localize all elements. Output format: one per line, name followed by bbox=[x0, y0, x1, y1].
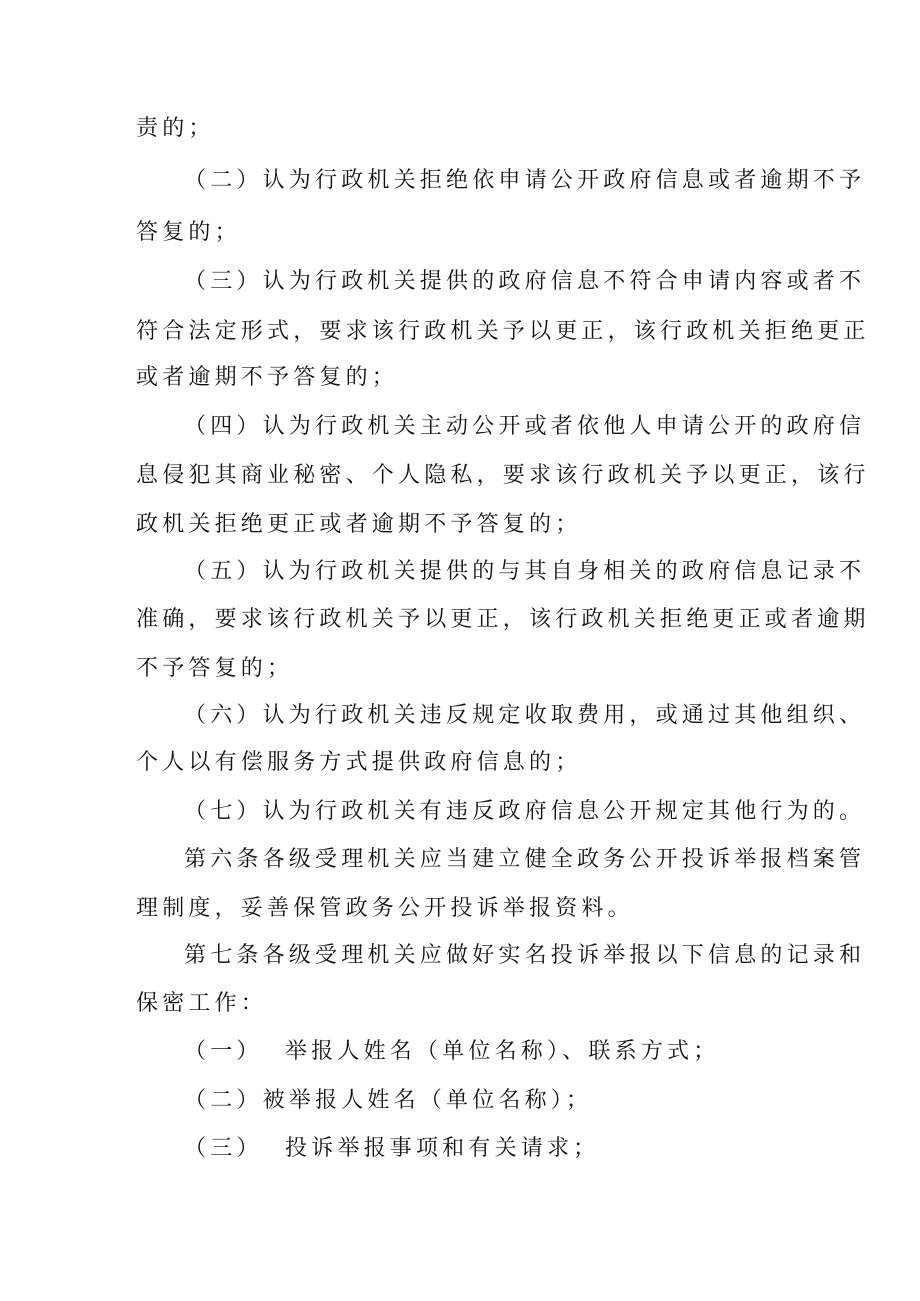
text-line: 个人以有偿服务方式提供政府信息的； bbox=[136, 750, 582, 775]
text-line: 息侵犯其商业秘密、个人隐私，要求该行政机关予以更正，该行 bbox=[136, 463, 870, 488]
text-line: 准确，要求该行政机关予以更正，该行政机关拒绝更正或者逾期 bbox=[136, 607, 870, 632]
text-line: （七）认为行政机关有违反政府信息公开规定其他行为的。 bbox=[184, 799, 866, 824]
text-line: 第七条各级受理机关应做好实名投诉举报以下信息的记录和 bbox=[184, 943, 866, 968]
text-line: （二）被举报人姓名（单位名称）； bbox=[184, 1088, 593, 1113]
text-line: （四）认为行政机关主动公开或者依他人申请公开的政府信 bbox=[184, 414, 866, 439]
text-line: 第六条各级受理机关应当建立健全政务公开投诉举报档案管 bbox=[184, 847, 866, 872]
text-line: （三）认为行政机关提供的政府信息不符合申请内容或者不 bbox=[184, 269, 866, 294]
text-line: 责的； bbox=[136, 116, 215, 141]
text-line: 不予答复的； bbox=[136, 656, 294, 681]
text-line: 保密工作： bbox=[136, 991, 268, 1016]
text-line: （二）认为行政机关拒绝依申请公开政府信息或者逾期不予 bbox=[184, 168, 866, 193]
text-line: 符合法定形式，要求该行政机关予以更正，该行政机关拒绝更正 bbox=[136, 319, 870, 344]
text-line: （一） 举报人姓名（单位名称）、联系方式； bbox=[184, 1039, 720, 1064]
text-line: 答复的； bbox=[136, 220, 241, 245]
text-line: （五）认为行政机关提供的与其自身相关的政府信息记录不 bbox=[184, 559, 866, 584]
text-line: 或者逾期不予答复的； bbox=[136, 365, 399, 390]
text-line: （三） 投诉举报事项和有关请求； bbox=[184, 1136, 600, 1161]
text-line: 政机关拒绝更正或者逾期不予答复的； bbox=[136, 512, 582, 537]
text-line: 理制度，妥善保管政务公开投诉举报资料。 bbox=[136, 896, 634, 921]
text-line: （六）认为行政机关违反规定收取费用，或通过其他组织、 bbox=[184, 703, 866, 728]
